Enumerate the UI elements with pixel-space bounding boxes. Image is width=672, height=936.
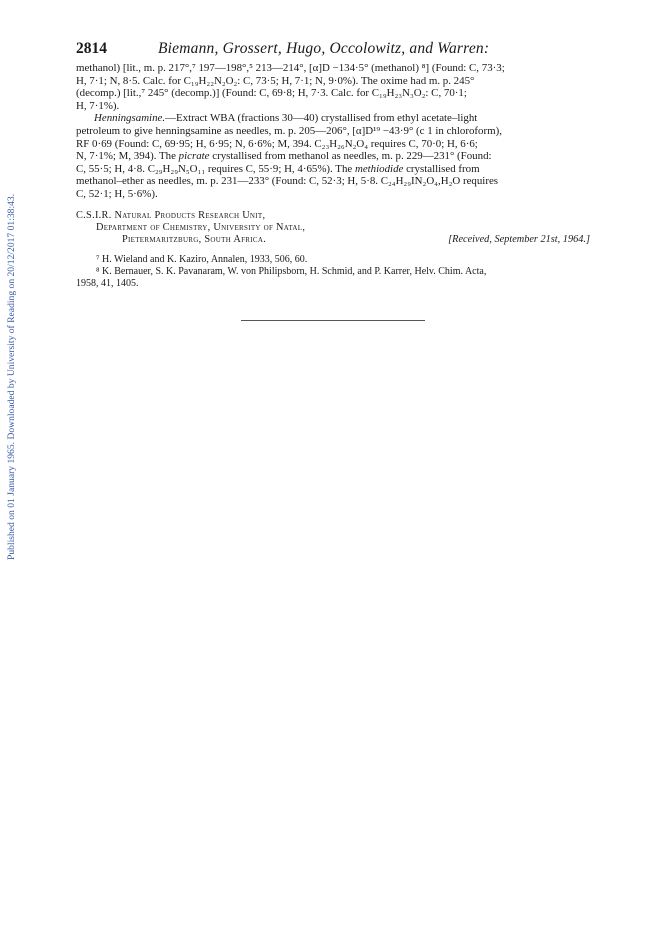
affiliation-department: Department of Chemistry, University of Natal, xyxy=(96,221,306,233)
paragraph-continued-results xyxy=(76,62,590,112)
end-of-article-rule xyxy=(241,320,425,321)
footnote-7: ⁷ H. Wieland and K. Kaziro, Annalen, 1933, 506, 60. xyxy=(96,253,308,265)
running-title-authors: Biemann, Grossert, Hugo, Occolowitz, and Warren: xyxy=(158,40,490,57)
text-fragment: crystallised from methanol as needles, m. p. 229—231° (Found: xyxy=(209,150,492,163)
footnote-8-continued: 1958, 41, 1405. xyxy=(76,278,139,290)
affiliation-block xyxy=(76,210,590,247)
paragraph-henningsamine xyxy=(76,112,590,200)
text-line: RF 0·69 (Found: C, 69·95; H, 6·95; N, 6·6%; M, 394. C₂₃H₂₆N₂O₄ requires C, 70·0; H, 6·6; xyxy=(76,137,478,150)
text-fragment: N, 7·1%; M, 394). The xyxy=(76,150,179,163)
page-column xyxy=(76,40,590,290)
text-line: methanol–ether as needles, m. p. 231—233° (Found: C, 52·3; H, 5·8. C₂₄H₂₉IN₂O₄,H₂O requires xyxy=(76,175,499,188)
footnotes xyxy=(76,254,590,291)
affiliation-unit: C.S.I.R. Natural Products Research Unit, xyxy=(76,209,266,221)
text-line: petroleum to give henningsamine as needles, m. p. 205—206°, [α]D¹⁹ −43·9° (c 1 in chloroform), xyxy=(76,124,502,137)
text-line: (decomp.) [lit.,⁷ 245° (decomp.)] (Found: C, 69·8; H, 7·3. Calc. for C₁₉H₂₃N₃O₂: C, 70·1; xyxy=(76,87,467,100)
download-provenance-stamp: Published on 01 January 1965. Downloaded by University of Reading on 20/12/2017 01:38:43. xyxy=(6,193,17,560)
text-line: C, 52·1; H, 5·6%). xyxy=(76,187,158,200)
section-heading-henningsamine: Henningsamine. xyxy=(94,112,166,125)
text-line xyxy=(76,150,590,163)
text-line: H, 7·1; N, 8·5. Calc. for C₁₉H₂₂N₂O₂: C, 73·5; H, 7·1; N, 9·0%). The oxime had m. p. 245° xyxy=(76,74,475,87)
running-head xyxy=(76,40,590,62)
received-date: [Received, September 21st, 1964.] xyxy=(448,234,590,246)
affiliation-location: Pietermaritzburg, South Africa. xyxy=(122,234,267,246)
page-number: 2814 xyxy=(76,40,107,57)
text-fragment: —Extract WBA (fractions 30—40) crystallised from ethyl acetate–light xyxy=(165,112,478,125)
term-methiodide: methiodide xyxy=(354,162,404,175)
text-fragment: crystallised from xyxy=(403,162,480,175)
term-picrate: picrate xyxy=(178,150,210,163)
text-fragment: C, 55·5; H, 4·8. C₂₉H₂₉N₅O₁₁ requires C, 55·9; H, 4·65%). The xyxy=(76,162,355,175)
text-line xyxy=(76,112,590,125)
text-line: methanol) [lit., m. p. 217°,⁷ 197—198°,⁵ 213—214°, [α]D −134·5° (methanol) ⁸] (Found: C, 73·3; xyxy=(76,62,505,74)
footnote-8: ⁸ K. Bernauer, S. K. Pavanaram, W. von Philipsborn, H. Schmid, and P. Karrer, Helv. Chim. Acta, xyxy=(96,265,487,277)
text-line xyxy=(76,163,590,176)
text-line: H, 7·1%). xyxy=(76,99,120,112)
